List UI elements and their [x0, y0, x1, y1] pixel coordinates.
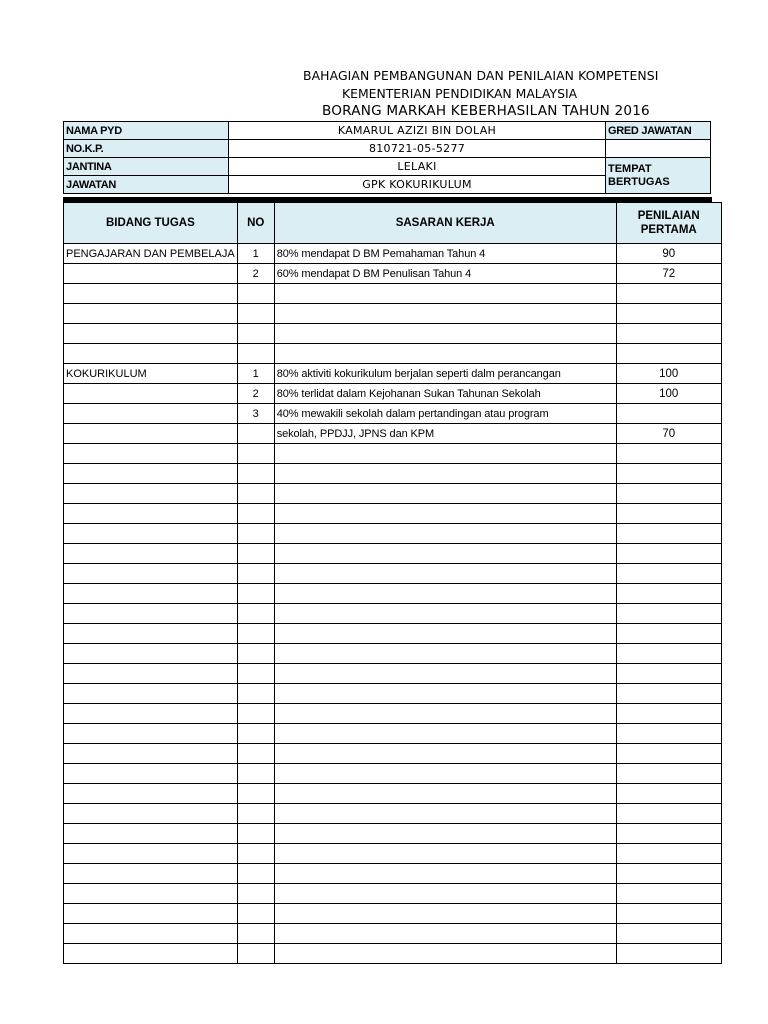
- no-cell[interactable]: [237, 764, 274, 784]
- no-cell[interactable]: [237, 524, 274, 544]
- header-sasaran-kerja: SASARAN KERJA: [274, 203, 616, 244]
- sasaran-kerja-cell[interactable]: [274, 604, 616, 624]
- sasaran-kerja-cell[interactable]: [274, 724, 616, 744]
- table-row: [64, 284, 722, 304]
- penilaian-cell[interactable]: 72: [616, 264, 721, 284]
- table-row: [64, 504, 722, 524]
- table-row: [64, 384, 722, 404]
- bidang-tugas-cell[interactable]: [64, 904, 238, 924]
- sasaran-kerja-cell[interactable]: [274, 864, 616, 884]
- penilaian-cell[interactable]: [616, 464, 721, 484]
- penilaian-cell[interactable]: [616, 444, 721, 464]
- sasaran-kerja-cell[interactable]: [274, 744, 616, 764]
- table-row: [64, 484, 722, 504]
- table-row: [64, 404, 722, 424]
- no-cell[interactable]: [237, 604, 274, 624]
- jawatan-label: JAWATAN: [64, 176, 229, 194]
- penilaian-cell[interactable]: [616, 944, 721, 964]
- no-cell[interactable]: [237, 824, 274, 844]
- penilaian-cell[interactable]: [616, 404, 721, 424]
- penilaian-cell[interactable]: [616, 704, 721, 724]
- penilaian-cell[interactable]: [616, 604, 721, 624]
- bidang-tugas-cell[interactable]: [64, 824, 238, 844]
- penilaian-cell[interactable]: [616, 724, 721, 744]
- table-row: [64, 724, 722, 744]
- table-row: [64, 824, 722, 844]
- table-row: [64, 744, 722, 764]
- table-row: [64, 664, 722, 684]
- penilaian-cell[interactable]: 100: [616, 384, 721, 404]
- table-header-row: [64, 203, 722, 244]
- nokp-label: NO.K.P.: [64, 140, 229, 158]
- sasaran-kerja-cell[interactable]: [274, 664, 616, 684]
- bidang-tugas-cell[interactable]: [64, 564, 238, 584]
- no-cell[interactable]: [237, 744, 274, 764]
- sasaran-kerja-cell[interactable]: [274, 684, 616, 704]
- jantina-value[interactable]: LELAKI: [229, 158, 606, 176]
- penilaian-cell[interactable]: [616, 524, 721, 544]
- table-row: [64, 264, 722, 284]
- bidang-tugas-cell[interactable]: [64, 684, 238, 704]
- no-cell[interactable]: [237, 884, 274, 904]
- penilaian-cell[interactable]: [616, 764, 721, 784]
- sasaran-kerja-cell[interactable]: [274, 284, 616, 304]
- bidang-tugas-cell[interactable]: [64, 664, 238, 684]
- table-row: [64, 644, 722, 664]
- penilaian-cell[interactable]: [616, 744, 721, 764]
- bidang-tugas-cell[interactable]: [64, 844, 238, 864]
- no-cell[interactable]: [237, 544, 274, 564]
- table-row: [64, 324, 722, 344]
- penilaian-cell[interactable]: 100: [616, 364, 721, 384]
- bidang-tugas-cell[interactable]: [64, 304, 238, 324]
- gred-value[interactable]: [606, 140, 711, 158]
- no-cell[interactable]: [237, 444, 274, 464]
- penilaian-cell[interactable]: [616, 884, 721, 904]
- no-cell[interactable]: [237, 664, 274, 684]
- header-bidang-tugas: BIDANG TUGAS: [64, 203, 238, 244]
- sasaran-kerja-cell[interactable]: 40% mewakili sekolah dalam pertandingan atau program: [274, 404, 616, 424]
- no-cell[interactable]: 2: [237, 264, 274, 284]
- sasaran-kerja-cell[interactable]: [274, 704, 616, 724]
- penilaian-cell[interactable]: 90: [616, 244, 721, 264]
- work-target-table: [63, 202, 722, 964]
- nama-value[interactable]: KAMARUL AZIZI BIN DOLAH: [229, 122, 606, 140]
- info-table: [63, 121, 711, 194]
- bidang-tugas-cell[interactable]: [64, 484, 238, 504]
- sasaran-kerja-cell[interactable]: [274, 904, 616, 924]
- sasaran-kerja-cell[interactable]: [274, 804, 616, 824]
- bidang-tugas-cell[interactable]: [64, 504, 238, 524]
- no-cell[interactable]: [237, 584, 274, 604]
- table-row: [64, 424, 722, 444]
- table-row: [64, 684, 722, 704]
- sasaran-kerja-cell[interactable]: [274, 784, 616, 804]
- no-cell[interactable]: [237, 784, 274, 804]
- nokp-value[interactable]: 810721-05-5277: [229, 140, 606, 158]
- tempat-label: TEMPAT BERTUGAS: [606, 158, 711, 194]
- no-cell[interactable]: 1: [237, 364, 274, 384]
- no-cell[interactable]: 2: [237, 384, 274, 404]
- bidang-tugas-cell[interactable]: [64, 384, 238, 404]
- gred-label: GRED JAWATAN: [606, 122, 711, 140]
- no-cell[interactable]: [237, 844, 274, 864]
- table-row: [64, 584, 722, 604]
- no-cell[interactable]: [237, 924, 274, 944]
- bidang-tugas-cell[interactable]: [64, 924, 238, 944]
- no-cell[interactable]: [237, 464, 274, 484]
- sasaran-kerja-cell[interactable]: 80% terlidat dalam Kejohanan Sukan Tahunan Sekolah: [274, 384, 616, 404]
- penilaian-cell[interactable]: [616, 644, 721, 664]
- bidang-tugas-cell[interactable]: [64, 764, 238, 784]
- form-department-title: BAHAGIAN PEMBANGUNAN DAN PENILAIAN KOMPETENSI: [303, 68, 659, 83]
- sasaran-kerja-cell[interactable]: [274, 344, 616, 364]
- no-cell[interactable]: [237, 564, 274, 584]
- sasaran-kerja-cell[interactable]: [274, 544, 616, 564]
- sasaran-kerja-cell[interactable]: [274, 764, 616, 784]
- penilaian-cell[interactable]: [616, 624, 721, 644]
- bidang-tugas-cell[interactable]: [64, 884, 238, 904]
- nama-label: NAMA PYD: [64, 122, 229, 140]
- table-row: [64, 804, 722, 824]
- sasaran-kerja-cell[interactable]: [274, 624, 616, 644]
- penilaian-cell[interactable]: [616, 544, 721, 564]
- no-cell[interactable]: [237, 684, 274, 704]
- sasaran-kerja-cell[interactable]: 80% aktiviti kokurikulum berjalan seperti dalm perancangan: [274, 364, 616, 384]
- no-cell[interactable]: [237, 644, 274, 664]
- penilaian-cell[interactable]: [616, 904, 721, 924]
- table-row: [64, 904, 722, 924]
- bidang-tugas-cell[interactable]: [64, 424, 238, 444]
- table-row: [64, 344, 722, 364]
- form-ministry-title: KEMENTERIAN PENDIDIKAN MALAYSIA: [342, 86, 578, 101]
- jantina-label: JANTINA: [64, 158, 229, 176]
- penilaian-cell[interactable]: [616, 804, 721, 824]
- sasaran-kerja-cell[interactable]: [274, 444, 616, 464]
- penilaian-cell[interactable]: [616, 324, 721, 344]
- table-row: [64, 304, 722, 324]
- bidang-tugas-cell[interactable]: [64, 444, 238, 464]
- table-row: [64, 364, 722, 384]
- penilaian-cell[interactable]: 70: [616, 424, 721, 444]
- table-row: [64, 704, 722, 724]
- no-cell[interactable]: [237, 724, 274, 744]
- bidang-tugas-cell[interactable]: [64, 784, 238, 804]
- bidang-tugas-cell[interactable]: [64, 584, 238, 604]
- sasaran-kerja-cell[interactable]: 60% mendapat D BM Penulisan Tahun 4: [274, 264, 616, 284]
- no-cell[interactable]: [237, 944, 274, 964]
- sasaran-kerja-cell[interactable]: [274, 944, 616, 964]
- sasaran-kerja-cell[interactable]: [274, 304, 616, 324]
- table-row: [64, 784, 722, 804]
- no-cell[interactable]: [237, 304, 274, 324]
- table-row: [64, 864, 722, 884]
- table-row: [64, 544, 722, 564]
- table-row: [64, 604, 722, 624]
- no-cell[interactable]: [237, 324, 274, 344]
- bidang-tugas-cell[interactable]: [64, 744, 238, 764]
- bidang-tugas-cell[interactable]: [64, 644, 238, 664]
- bidang-tugas-cell[interactable]: [64, 344, 238, 364]
- sasaran-kerja-cell[interactable]: [274, 924, 616, 944]
- penilaian-cell[interactable]: [616, 484, 721, 504]
- bidang-tugas-cell[interactable]: [64, 404, 238, 424]
- sasaran-kerja-cell[interactable]: [274, 564, 616, 584]
- penilaian-cell[interactable]: [616, 864, 721, 884]
- sasaran-kerja-cell[interactable]: [274, 464, 616, 484]
- no-cell[interactable]: [237, 704, 274, 724]
- no-cell[interactable]: 3: [237, 404, 274, 424]
- sasaran-kerja-cell[interactable]: [274, 644, 616, 664]
- no-cell[interactable]: [237, 504, 274, 524]
- penilaian-cell[interactable]: [616, 304, 721, 324]
- no-cell[interactable]: [237, 804, 274, 824]
- penilaian-cell[interactable]: [616, 664, 721, 684]
- bidang-tugas-cell[interactable]: [64, 944, 238, 964]
- form-title: BORANG MARKAH KEBERHASILAN TAHUN 2016: [322, 103, 650, 119]
- table-row: [64, 884, 722, 904]
- sasaran-kerja-cell[interactable]: [274, 504, 616, 524]
- bidang-tugas-cell[interactable]: [64, 284, 238, 304]
- penilaian-cell[interactable]: [616, 564, 721, 584]
- bidang-tugas-cell[interactable]: [64, 704, 238, 724]
- penilaian-cell[interactable]: [616, 844, 721, 864]
- table-row: [64, 464, 722, 484]
- penilaian-cell[interactable]: [616, 504, 721, 524]
- bidang-tugas-cell[interactable]: [64, 544, 238, 564]
- bidang-tugas-cell[interactable]: [64, 464, 238, 484]
- penilaian-cell[interactable]: [616, 824, 721, 844]
- table-row: [64, 924, 722, 944]
- no-cell[interactable]: [237, 904, 274, 924]
- bidang-tugas-cell[interactable]: [64, 524, 238, 544]
- jawatan-value[interactable]: GPK KOKURIKULUM: [229, 176, 606, 194]
- table-row: [64, 444, 722, 464]
- bidang-tugas-cell[interactable]: [64, 624, 238, 644]
- no-cell[interactable]: [237, 344, 274, 364]
- sasaran-kerja-cell[interactable]: [274, 884, 616, 904]
- no-cell[interactable]: [237, 284, 274, 304]
- penilaian-cell[interactable]: [616, 924, 721, 944]
- table-row: [64, 624, 722, 644]
- bidang-tugas-cell[interactable]: PENGAJARAN DAN PEMBELAJA: [64, 244, 238, 264]
- penilaian-cell[interactable]: [616, 684, 721, 704]
- sasaran-kerja-cell[interactable]: [274, 524, 616, 544]
- no-cell[interactable]: 1: [237, 244, 274, 264]
- table-row: [64, 244, 722, 264]
- penilaian-cell[interactable]: [616, 284, 721, 304]
- sasaran-kerja-cell[interactable]: [274, 484, 616, 504]
- penilaian-cell[interactable]: [616, 784, 721, 804]
- table-row: [64, 844, 722, 864]
- sasaran-kerja-cell[interactable]: [274, 584, 616, 604]
- bidang-tugas-cell[interactable]: [64, 604, 238, 624]
- bidang-tugas-cell[interactable]: [64, 724, 238, 744]
- table-row: [64, 564, 722, 584]
- table-row: [64, 764, 722, 784]
- no-cell[interactable]: [237, 864, 274, 884]
- sasaran-kerja-cell[interactable]: 80% mendapat D BM Pemahaman Tahun 4: [274, 244, 616, 264]
- penilaian-cell[interactable]: [616, 344, 721, 364]
- bidang-tugas-cell[interactable]: [64, 324, 238, 344]
- bidang-tugas-cell[interactable]: [64, 264, 238, 284]
- sasaran-kerja-cell[interactable]: [274, 824, 616, 844]
- no-cell[interactable]: [237, 484, 274, 504]
- header-penilaian-pertama: PENILAIAN PERTAMA: [616, 203, 721, 244]
- bidang-tugas-cell[interactable]: [64, 864, 238, 884]
- no-cell[interactable]: [237, 424, 274, 444]
- no-cell[interactable]: [237, 624, 274, 644]
- sasaran-kerja-cell[interactable]: [274, 324, 616, 344]
- sasaran-kerja-cell[interactable]: sekolah, PPDJJ, JPNS dan KPM: [274, 424, 616, 444]
- sasaran-kerja-cell[interactable]: [274, 844, 616, 864]
- bidang-tugas-cell[interactable]: KOKURIKULUM: [64, 364, 238, 384]
- bidang-tugas-cell[interactable]: [64, 804, 238, 824]
- table-row: [64, 944, 722, 964]
- penilaian-cell[interactable]: [616, 584, 721, 604]
- table-row: [64, 524, 722, 544]
- header-no: NO: [237, 203, 274, 244]
